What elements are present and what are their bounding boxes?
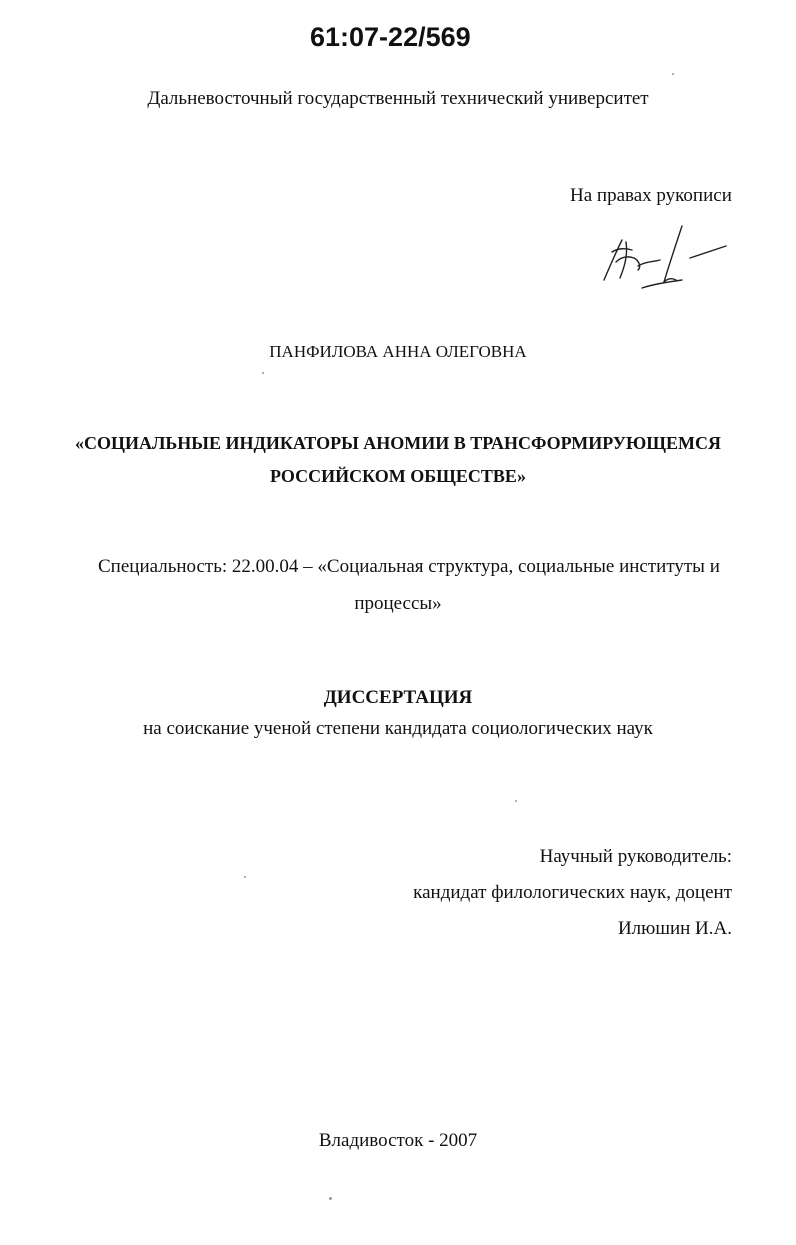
scan-speck bbox=[329, 1197, 332, 1200]
scan-speck bbox=[672, 73, 674, 75]
scan-speck bbox=[515, 800, 517, 802]
dissertation-label: ДИССЕРТАЦИЯ bbox=[323, 687, 473, 708]
degree-line: на соискание ученой степени кандидата социологических наук bbox=[143, 718, 653, 739]
supervisor-name: Илюшин И.А. bbox=[617, 918, 732, 939]
title-line-2: РОССИЙСКОМ ОБЩЕСТВЕ» bbox=[270, 466, 526, 486]
title-line-1: «СОЦИАЛЬНЫЕ ИНДИКАТОРЫ АНОМИИ В ТРАНСФОРМИРУЮЩЕМСЯ bbox=[74, 433, 722, 453]
document-page: 61:07-22/569 Дальневосточный государственный технический университет На правах рукописи ПАНФИЛОВА АННА ОЛЕГОВНА «СОЦИАЛЬНЫЕ ИНДИКАТОРЫ АНОМИИ В ТРАНСФОРМИРУЮЩЕМСЯ РОССИЙСКОМ ОБЩЕСТВЕ» Специальность: 22.00.04 – «Социальная структура, социальные институты и процессы» ДИССЕРТАЦИЯ на соискание ученой степени кандидата социологических наук Научный руководитель: кандидат филологических наук, доцент Илюшин И.А. Владивосток - 2007 bbox=[0, 0, 796, 1245]
author-name: ПАНФИЛОВА АННА ОЛЕГОВНА bbox=[269, 342, 527, 361]
specialty-line-1: Специальность: 22.00.04 – «Социальная структура, социальные институты и bbox=[98, 556, 720, 577]
specialty-line-2: процессы» bbox=[354, 593, 442, 614]
university-name: Дальневосточный государственный технический университет bbox=[147, 88, 649, 109]
city-year: Владивосток - 2007 bbox=[318, 1130, 478, 1151]
manuscript-rights: На правах рукописи bbox=[570, 185, 732, 206]
supervisor-label: Научный руководитель: bbox=[539, 846, 732, 867]
scan-speck bbox=[244, 876, 246, 878]
scan-speck bbox=[262, 372, 264, 374]
author-signature-icon bbox=[598, 222, 728, 296]
supervisor-rank: кандидат филологических наук, доцент bbox=[413, 882, 732, 903]
